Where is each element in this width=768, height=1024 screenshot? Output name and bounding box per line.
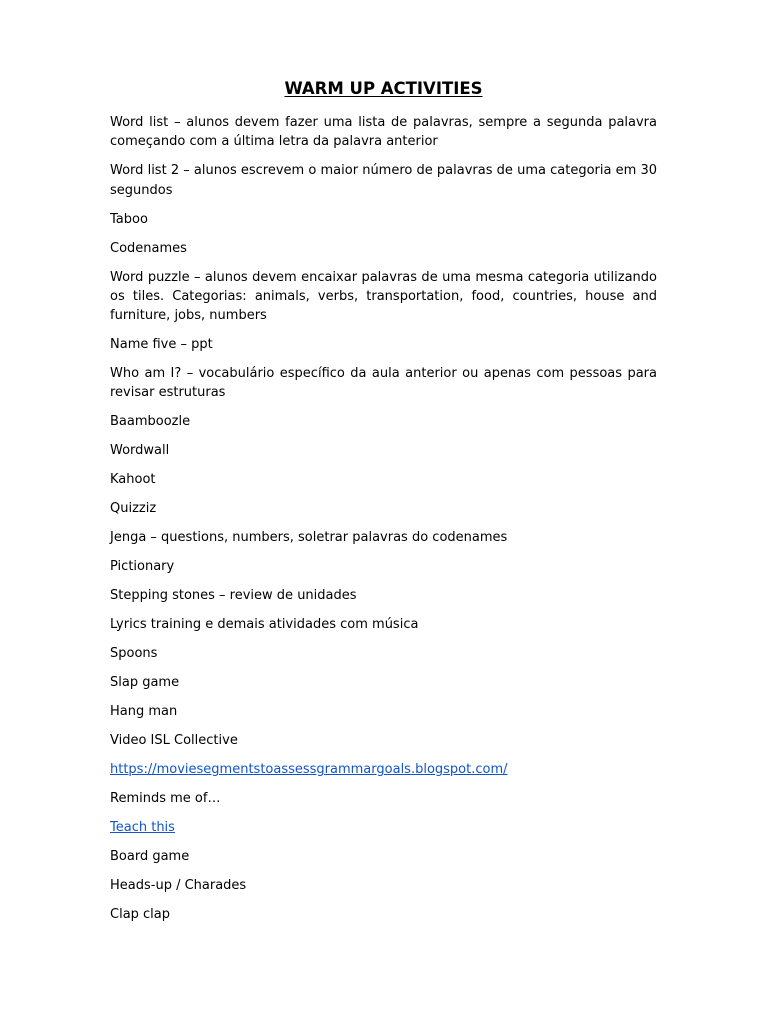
paragraph-video-isl-collective: Video ISL Collective bbox=[110, 733, 238, 749]
paragraph-jenga: Jenga – questions, numbers, soletrar palavras do codenames bbox=[110, 530, 508, 546]
teach-this-link[interactable]: Teach this bbox=[110, 820, 175, 836]
paragraph-reminds-me-of: Reminds me of… bbox=[110, 791, 221, 807]
paragraph-who-am-i: Who am I? – vocabulário específico da aula anterior ou apenas com pessoas para revisar estruturas bbox=[110, 366, 657, 401]
paragraph-teach-this-container bbox=[110, 818, 657, 837]
paragraph-name-five: Name five – ppt bbox=[110, 337, 213, 353]
paragraph-movie-segments-link-container bbox=[110, 760, 657, 779]
paragraph-word-puzzle: Word puzzle – alunos devem encaixar palavras de uma mesma categoria utilizando os tiles. Categorias: animals, verbs, transportation, food, countries, house and furniture, jobs, numbers bbox=[110, 269, 657, 324]
movie-segments-link[interactable]: https://moviesegmentstoassessgrammargoals.blogspot.com/ bbox=[110, 762, 508, 778]
paragraph-clap-clap: Clap clap bbox=[110, 907, 171, 923]
paragraph-spoons: Spoons bbox=[110, 646, 158, 662]
paragraph-board-game: Board game bbox=[110, 849, 190, 865]
paragraph-baamboozle: Baamboozle bbox=[110, 414, 191, 430]
paragraph-stepping-stones: Stepping stones – review de unidades bbox=[110, 588, 357, 604]
paragraph-heads-up: Heads-up / Charades bbox=[110, 878, 247, 894]
paragraph-slap-game: Slap game bbox=[110, 675, 180, 691]
paragraph-word-list: Word list – alunos devem fazer uma lista de palavras, sempre a segunda palavra começando com a última letra da palavra anterior bbox=[110, 115, 657, 150]
paragraph-hang-man: Hang man bbox=[110, 704, 178, 720]
document-title: WARM UP ACTIVITIES bbox=[284, 79, 483, 98]
paragraph-taboo: Taboo bbox=[110, 211, 148, 227]
paragraph-wordwall: Wordwall bbox=[110, 443, 170, 459]
paragraph-kahoot: Kahoot bbox=[110, 472, 156, 488]
paragraph-pictionary: Pictionary bbox=[110, 559, 175, 575]
paragraph-codenames: Codenames bbox=[110, 240, 187, 256]
paragraph-word-list-2: Word list 2 – alunos escrevem o maior número de palavras de uma categoria em 30 segundos bbox=[110, 163, 657, 198]
paragraph-quizziz: Quizziz bbox=[110, 501, 157, 517]
paragraph-lyrics-training: Lyrics training e demais atividades com música bbox=[110, 617, 419, 633]
